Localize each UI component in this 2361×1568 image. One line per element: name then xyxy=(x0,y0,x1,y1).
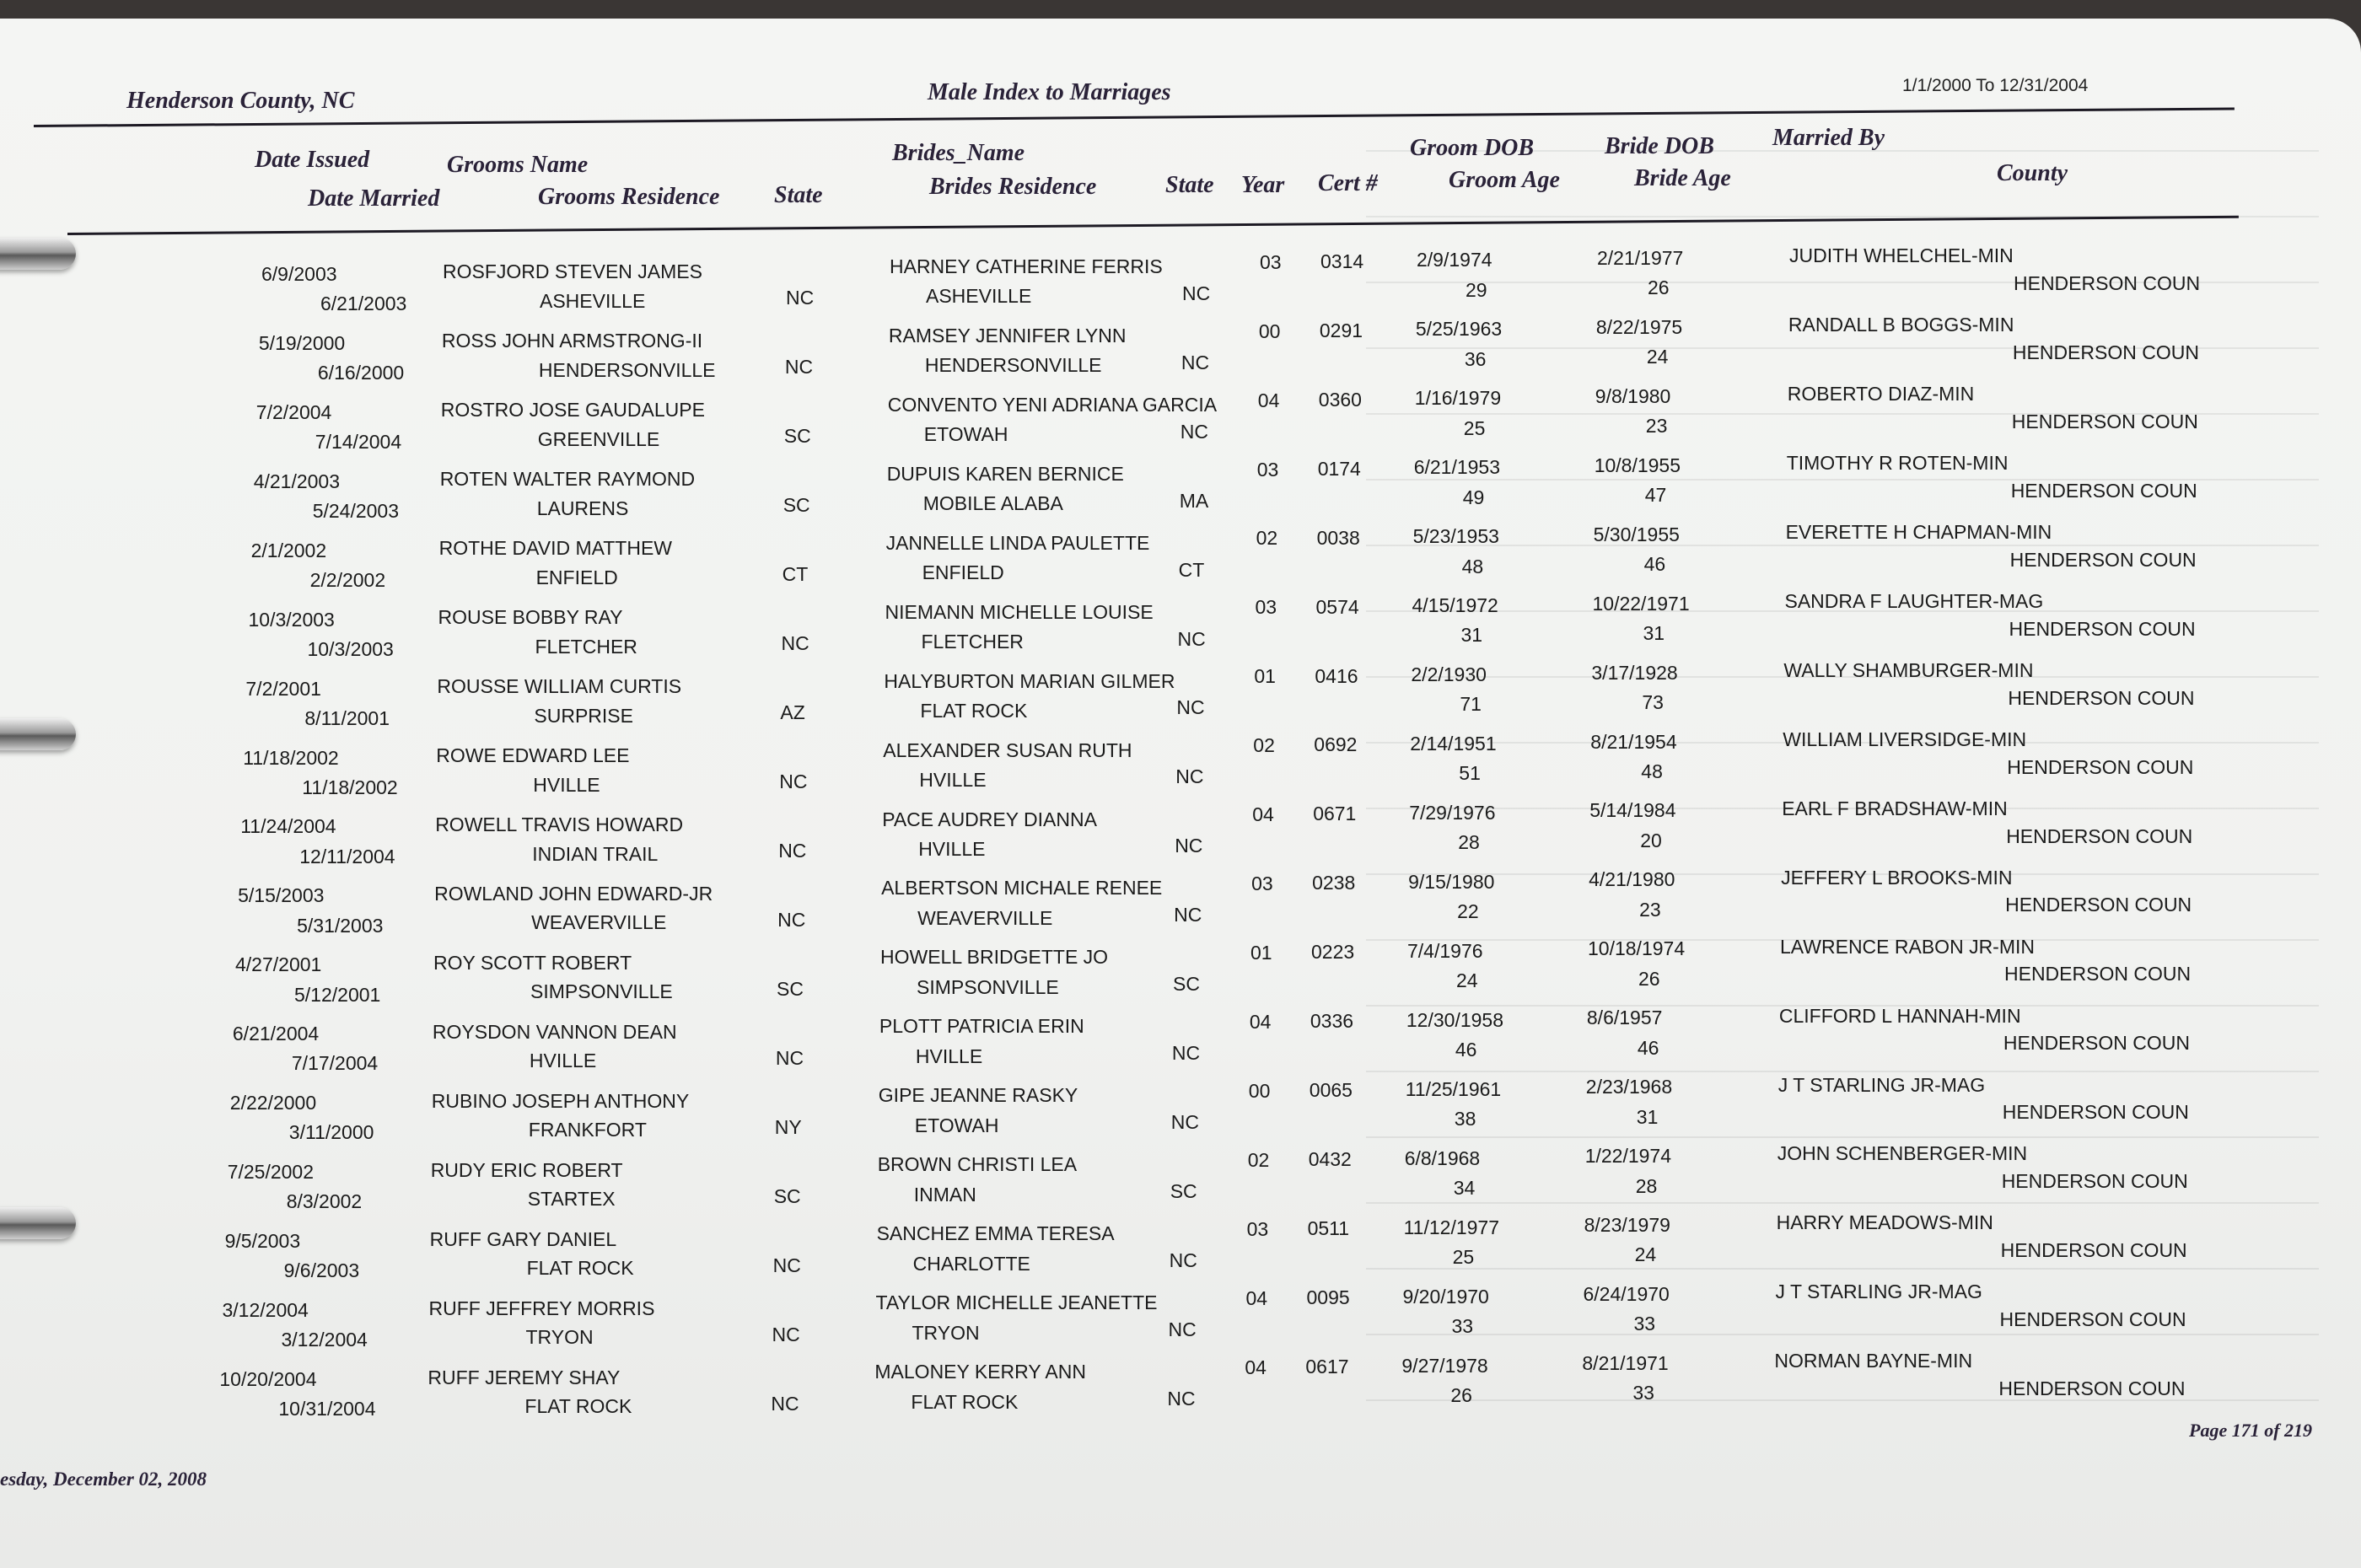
cell-year: 03 xyxy=(1255,596,1277,619)
cell-groom-dob: 11/12/1977 xyxy=(1403,1216,1499,1238)
header-rule-top xyxy=(34,108,2235,127)
cell-bride-age: 48 xyxy=(1641,760,1663,782)
cell-bride-name: PACE AUDREY DIANNA xyxy=(882,808,1097,830)
cell-county: HENDERSON COUN xyxy=(2006,824,2193,847)
cell-groom-dob: 12/30/1958 xyxy=(1406,1008,1504,1031)
cell-bride-state: NC xyxy=(1174,904,1202,926)
cell-groom-age: 22 xyxy=(1457,900,1479,923)
cell-county: HENDERSON COUN xyxy=(2009,617,2196,640)
cell-date-married: 3/12/2004 xyxy=(281,1329,368,1351)
cell-bride-residence: SIMPSONVILLE xyxy=(917,975,1059,998)
cell-groom-residence: GREENVILLE xyxy=(537,427,660,450)
cell-groom-age: 36 xyxy=(1464,347,1487,370)
cell-bride-dob: 8/21/1954 xyxy=(1590,730,1677,753)
cell-groom-residence: STARTEX xyxy=(527,1188,616,1211)
cell-bride-residence: FLAT ROCK xyxy=(920,700,1028,722)
cell-married-by: JEFFERY L BROOKS-MIN xyxy=(1781,866,2013,889)
col-state-bride: State xyxy=(1165,172,1214,198)
cell-married-by: ROBERTO DIAZ-MIN xyxy=(1787,383,1975,405)
cell-bride-dob: 2/23/1968 xyxy=(1585,1076,1673,1098)
cell-groom-age: 51 xyxy=(1459,762,1481,785)
col-county: County xyxy=(1997,160,2068,186)
cell-bride-residence: ASHEVILLE xyxy=(926,285,1032,308)
cell-groom-age: 28 xyxy=(1458,831,1480,854)
cell-bride-name: GIPE JEANNE RASKY xyxy=(878,1084,1078,1107)
cell-married-by: HARRY MEADOWS-MIN xyxy=(1776,1211,1993,1234)
cell-bride-age: 24 xyxy=(1646,346,1669,368)
cell-year: 02 xyxy=(1253,734,1275,757)
cell-bride-state: NC xyxy=(1169,1249,1197,1272)
cell-groom-name: ROWE EDWARD LEE xyxy=(436,744,630,766)
cell-groom-name: ROY SCOTT ROBERT xyxy=(433,951,632,974)
cell-bride-name: JANNELLE LINDA PAULETTE xyxy=(885,531,1150,554)
cell-bride-dob: 4/21/1980 xyxy=(1589,868,1675,891)
cell-groom-residence: SURPRISE xyxy=(534,704,633,727)
cell-county: HENDERSON COUN xyxy=(2002,1101,2189,1124)
cell-groom-age: 25 xyxy=(1452,1246,1475,1269)
cell-groom-residence: WEAVERVILLE xyxy=(531,911,667,934)
cell-groom-age: 71 xyxy=(1460,693,1482,716)
cell-groom-name: ROWELL TRAVIS HOWARD xyxy=(435,813,684,835)
cell-date-issued: 2/22/2000 xyxy=(229,1092,317,1114)
cell-married-by: JOHN SCHENBERGER-MIN xyxy=(1777,1142,2028,1165)
col-brides-residence: Brides Residence xyxy=(929,174,1097,200)
cell-bride-residence: MOBILE ALABA xyxy=(922,492,1063,515)
cell-married-by: J T STARLING JR-MAG xyxy=(1777,1073,1986,1096)
cell-groom-residence: HVILLE xyxy=(529,1050,597,1072)
cell-cert-number: 0336 xyxy=(1310,1010,1354,1033)
cell-cert-number: 0095 xyxy=(1306,1286,1350,1309)
cell-groom-state: SC xyxy=(783,494,810,517)
cell-county: HENDERSON COUN xyxy=(2014,271,2201,294)
cell-date-issued: 4/21/2003 xyxy=(253,470,341,492)
cell-groom-age: 29 xyxy=(1466,278,1487,301)
cell-county: HENDERSON COUN xyxy=(1998,1377,2186,1400)
cell-bride-state: NC xyxy=(1176,696,1205,719)
cell-date-issued: 7/25/2002 xyxy=(227,1161,315,1184)
cell-bride-name: CONVENTO YENI ADRIANA GARCIA xyxy=(887,393,1218,416)
col-bride-age: Bride Age xyxy=(1634,165,1731,191)
cell-bride-age: 31 xyxy=(1636,1105,1659,1128)
cell-groom-dob: 2/2/1930 xyxy=(1411,663,1487,686)
cell-date-married: 9/6/2003 xyxy=(283,1259,360,1282)
cell-date-issued: 4/27/2001 xyxy=(235,953,322,976)
cell-cert-number: 0314 xyxy=(1320,250,1364,272)
cell-bride-name: ALEXANDER SUSAN RUTH xyxy=(883,738,1132,761)
cell-bride-dob: 6/24/1970 xyxy=(1583,1283,1670,1306)
cell-bride-age: 47 xyxy=(1644,484,1667,506)
cell-groom-dob: 6/21/1953 xyxy=(1413,456,1501,479)
cell-cert-number: 0223 xyxy=(1311,941,1355,964)
cell-date-married: 7/17/2004 xyxy=(291,1052,379,1075)
cell-cert-number: 0065 xyxy=(1309,1079,1353,1102)
cell-groom-name: ROSS JOHN ARMSTRONG-II xyxy=(441,330,703,352)
cell-county: HENDERSON COUN xyxy=(2004,963,2192,985)
cell-groom-dob: 1/16/1979 xyxy=(1414,387,1502,410)
county-heading: Henderson County, NC xyxy=(126,88,355,114)
cell-bride-residence: CHARLOTTE xyxy=(912,1252,1030,1275)
col-date-issued: Date Issued xyxy=(255,147,370,173)
cell-county: HENDERSON COUN xyxy=(2005,894,2192,916)
cell-date-issued: 6/9/2003 xyxy=(261,262,337,285)
cell-groom-state: NC xyxy=(786,287,815,309)
cell-bride-age: 33 xyxy=(1633,1313,1656,1335)
cell-date-married: 5/31/2003 xyxy=(297,914,384,937)
cell-bride-state: NC xyxy=(1177,627,1206,650)
cell-groom-state: NC xyxy=(778,840,807,862)
cell-groom-dob: 9/20/1970 xyxy=(1402,1285,1489,1308)
cell-married-by: TIMOTHY R ROTEN-MIN xyxy=(1786,451,2009,474)
cell-bride-dob: 9/8/1980 xyxy=(1595,384,1671,407)
printed-date: esday, December 02, 2008 xyxy=(0,1469,207,1490)
cell-groom-name: RUFF JEREMY SHAY xyxy=(428,1366,621,1388)
cell-bride-state: NC xyxy=(1175,765,1204,788)
cell-county: HENDERSON COUN xyxy=(2008,686,2195,709)
cell-cert-number: 0416 xyxy=(1315,664,1358,687)
col-date-married: Date Married xyxy=(308,185,440,212)
cell-date-issued: 7/2/2004 xyxy=(255,400,332,423)
col-grooms-residence: Grooms Residence xyxy=(538,184,720,210)
cell-year: 01 xyxy=(1254,665,1276,688)
cell-year: 03 xyxy=(1256,458,1279,481)
cell-groom-dob: 4/15/1972 xyxy=(1412,594,1498,617)
cell-date-issued: 10/20/2004 xyxy=(219,1368,317,1391)
cell-groom-residence: ASHEVILLE xyxy=(540,289,646,312)
cell-bride-dob: 8/6/1957 xyxy=(1586,1007,1663,1029)
report-title: Male Index to Marriages xyxy=(928,79,1171,105)
cell-bride-state: NC xyxy=(1180,351,1210,373)
cell-groom-name: ROWLAND JOHN EDWARD-JR xyxy=(434,882,713,905)
date-range: 1/1/2000 To 12/31/2004 xyxy=(1902,76,2089,95)
cell-date-issued: 2/1/2002 xyxy=(250,539,327,561)
cell-bride-state: NC xyxy=(1182,282,1211,304)
cell-groom-name: ROUSSE WILLIAM CURTIS xyxy=(437,675,682,697)
cell-groom-age: 26 xyxy=(1450,1383,1472,1406)
cell-date-issued: 10/3/2003 xyxy=(248,608,335,631)
cell-groom-age: 31 xyxy=(1460,624,1483,647)
cell-bride-state: MA xyxy=(1179,489,1209,512)
cell-date-married: 12/11/2004 xyxy=(299,845,395,867)
cell-date-married: 10/3/2003 xyxy=(307,637,394,660)
cell-bride-dob: 2/21/1977 xyxy=(1597,246,1684,269)
cell-date-married: 7/14/2004 xyxy=(315,430,402,453)
cell-groom-dob: 5/23/1953 xyxy=(1412,525,1499,548)
cell-bride-dob: 10/18/1974 xyxy=(1588,937,1686,960)
cell-groom-name: ROUSE BOBBY RAY xyxy=(438,606,623,629)
cell-county: HENDERSON COUN xyxy=(2000,1239,2187,1262)
cell-date-issued: 9/5/2003 xyxy=(224,1230,301,1253)
cell-cert-number: 0238 xyxy=(1312,872,1356,894)
cell-bride-age: 73 xyxy=(1642,690,1664,713)
cell-bride-name: BROWN CHRISTI LEA xyxy=(877,1153,1078,1176)
cell-year: 04 xyxy=(1252,803,1274,826)
cell-groom-state: NC xyxy=(771,1392,799,1415)
cell-groom-residence: LAURENS xyxy=(536,497,629,519)
cell-bride-name: ALBERTSON MICHALE RENEE xyxy=(881,877,1163,899)
cell-bride-residence: FLETCHER xyxy=(921,631,1024,653)
cell-bride-residence: HVILLE xyxy=(919,769,987,792)
cell-year: 04 xyxy=(1245,1286,1268,1309)
cell-county: HENDERSON COUN xyxy=(1999,1308,2186,1331)
cell-bride-age: 26 xyxy=(1638,967,1660,990)
cell-bride-age: 24 xyxy=(1634,1243,1657,1266)
cell-married-by: JUDITH WHELCHEL-MIN xyxy=(1789,244,2014,267)
cell-date-married: 8/11/2001 xyxy=(304,706,390,729)
cell-date-married: 8/3/2002 xyxy=(286,1190,363,1213)
cell-groom-name: RUFF GARY DANIEL xyxy=(429,1227,617,1250)
cell-year: 02 xyxy=(1247,1149,1270,1172)
cell-date-married: 5/24/2003 xyxy=(312,499,400,522)
cell-bride-state: CT xyxy=(1178,558,1205,581)
cell-bride-dob: 10/22/1971 xyxy=(1592,592,1690,615)
cell-cert-number: 0692 xyxy=(1314,733,1358,756)
cell-bride-residence: WEAVERVILLE xyxy=(917,906,1053,929)
cell-groom-name: ROTHE DAVID MATTHEW xyxy=(438,537,673,560)
cell-groom-state: SC xyxy=(773,1184,801,1207)
cell-year: 04 xyxy=(1257,389,1280,411)
cell-bride-residence: INMAN xyxy=(913,1183,976,1206)
cell-groom-residence: INDIAN TRAIL xyxy=(532,842,659,865)
cell-bride-name: HARNEY CATHERINE FERRIS xyxy=(890,255,1163,277)
cell-date-issued: 7/2/2001 xyxy=(245,677,321,700)
cell-married-by: WALLY SHAMBURGER-MIN xyxy=(1783,658,2034,681)
cell-groom-state: NC xyxy=(777,908,806,931)
cell-groom-dob: 6/8/1968 xyxy=(1404,1146,1481,1169)
cell-cert-number: 0617 xyxy=(1305,1356,1349,1377)
cell-cert-number: 0038 xyxy=(1316,526,1360,549)
cell-groom-state: NC xyxy=(781,632,809,655)
cell-county: HENDERSON COUN xyxy=(2001,1170,2188,1193)
cell-bride-age: 23 xyxy=(1639,898,1661,921)
cell-year: 00 xyxy=(1258,320,1281,342)
cell-bride-dob: 10/8/1955 xyxy=(1594,454,1681,476)
cell-bride-state: NC xyxy=(1171,1042,1201,1065)
cell-bride-name: NIEMANN MICHELLE LOUISE xyxy=(885,600,1154,623)
cell-bride-state: NC xyxy=(1167,1387,1196,1410)
cell-groom-state: AZ xyxy=(780,701,805,724)
cell-bride-state: NC xyxy=(1175,835,1203,857)
cell-groom-name: ROSTRO JOSE GAUDALUPE xyxy=(440,399,705,422)
cell-groom-age: 34 xyxy=(1453,1177,1476,1200)
cell-groom-age: 24 xyxy=(1456,969,1478,992)
cell-date-issued: 11/24/2004 xyxy=(240,815,336,838)
cell-groom-residence: HVILLE xyxy=(533,773,600,796)
cell-date-married: 5/12/2001 xyxy=(294,983,381,1006)
cell-groom-state: NC xyxy=(784,356,814,379)
cell-bride-name: MALONEY KERRY ANN xyxy=(874,1361,1086,1383)
col-married-by: Married By xyxy=(1772,125,1885,151)
cell-year: 03 xyxy=(1251,873,1273,895)
cell-date-married: 3/11/2000 xyxy=(288,1121,374,1144)
cell-bride-dob: 5/14/1984 xyxy=(1589,799,1676,822)
cell-groom-state: NC xyxy=(775,1046,804,1069)
cell-bride-age: 28 xyxy=(1635,1174,1658,1197)
cell-groom-dob: 7/4/1976 xyxy=(1407,939,1483,962)
cell-groom-residence: FLAT ROCK xyxy=(524,1395,632,1418)
cell-groom-dob: 9/27/1978 xyxy=(1401,1354,1488,1377)
cell-county: HENDERSON COUN xyxy=(2010,479,2197,502)
cell-groom-age: 48 xyxy=(1461,555,1484,577)
cell-cert-number: 0174 xyxy=(1317,457,1361,480)
cell-date-married: 11/18/2002 xyxy=(302,776,398,798)
cell-year: 01 xyxy=(1250,942,1272,964)
col-groom-dob: Groom DOB xyxy=(1410,135,1535,161)
cell-county: HENDERSON COUN xyxy=(2009,548,2197,571)
cell-cert-number: 0511 xyxy=(1307,1217,1350,1240)
cell-groom-age: 25 xyxy=(1463,416,1486,439)
cell-bride-age: 23 xyxy=(1645,415,1668,438)
cell-groom-dob: 2/9/1974 xyxy=(1417,249,1492,271)
cell-bride-residence: ETOWAH xyxy=(914,1114,999,1136)
cell-groom-name: ROTEN WALTER RAYMOND xyxy=(439,468,696,491)
cell-groom-residence: FLAT ROCK xyxy=(526,1257,634,1280)
cell-year: 03 xyxy=(1246,1217,1269,1240)
cell-bride-age: 26 xyxy=(1648,277,1670,299)
cell-cert-number: 0432 xyxy=(1308,1148,1352,1171)
col-grooms-name: Grooms Name xyxy=(447,152,589,178)
cell-married-by: EARL F BRADSHAW-MIN xyxy=(1782,797,2008,819)
binder-ring xyxy=(0,718,76,750)
cell-bride-age: 31 xyxy=(1643,621,1665,644)
cell-date-issued: 6/21/2004 xyxy=(232,1023,320,1045)
cell-groom-state: NC xyxy=(779,771,808,793)
col-cert: Cert # xyxy=(1318,170,1378,196)
cell-groom-dob: 2/14/1951 xyxy=(1410,733,1497,755)
cell-date-married: 6/16/2000 xyxy=(317,361,405,384)
cell-bride-residence: HVILLE xyxy=(918,838,986,861)
cell-county: HENDERSON COUN xyxy=(2003,1032,2190,1055)
cell-groom-dob: 9/15/1980 xyxy=(1408,870,1495,893)
cell-groom-state: NY xyxy=(774,1115,802,1138)
cell-bride-name: DUPUIS KAREN BERNICE xyxy=(886,462,1124,485)
col-year: Year xyxy=(1241,172,1285,198)
cell-year: 04 xyxy=(1245,1356,1267,1378)
cell-groom-residence: ENFIELD xyxy=(535,566,618,588)
cell-county: HENDERSON COUN xyxy=(2007,755,2194,778)
cell-groom-age: 38 xyxy=(1454,1108,1476,1130)
col-brides-name: Brides_Name xyxy=(892,140,1025,166)
header-rule-bottom xyxy=(67,216,2239,235)
cell-groom-residence: FRANKFORT xyxy=(528,1119,647,1141)
cell-married-by: EVERETTE H CHAPMAN-MIN xyxy=(1785,520,2052,543)
cell-date-issued: 5/15/2003 xyxy=(238,884,325,907)
cell-date-married: 10/31/2004 xyxy=(278,1398,376,1420)
cell-bride-age: 46 xyxy=(1637,1036,1659,1059)
cell-married-by: WILLIAM LIVERSIDGE-MIN xyxy=(1783,728,2027,750)
cell-bride-state: NC xyxy=(1180,420,1209,443)
cell-groom-name: RUDY ERIC ROBERT xyxy=(430,1158,623,1181)
cell-bride-residence: FLAT ROCK xyxy=(911,1390,1019,1413)
col-groom-age: Groom Age xyxy=(1449,167,1560,193)
cell-groom-state: SC xyxy=(777,977,804,1000)
cell-bride-name: RAMSEY JENNIFER LYNN xyxy=(888,324,1127,346)
cell-bride-state: NC xyxy=(1170,1111,1200,1134)
cell-bride-name: PLOTT PATRICIA ERIN xyxy=(879,1015,1084,1038)
cell-married-by: LAWRENCE RABON JR-MIN xyxy=(1780,935,2035,958)
cell-married-by: SANDRA F LAUGHTER-MAG xyxy=(1784,589,2044,612)
cell-bride-residence: HVILLE xyxy=(915,1044,983,1067)
cell-year: 04 xyxy=(1249,1011,1272,1034)
cell-year: 03 xyxy=(1260,250,1282,273)
cell-bride-residence: ENFIELD xyxy=(922,561,1004,584)
cell-bride-dob: 8/22/1975 xyxy=(1595,315,1683,338)
cell-groom-state: CT xyxy=(782,563,809,586)
cell-groom-state: SC xyxy=(783,425,811,448)
cell-county: HENDERSON COUN xyxy=(2012,341,2199,363)
cell-bride-dob: 8/23/1979 xyxy=(1584,1214,1670,1237)
cell-groom-state: NC xyxy=(772,1254,801,1276)
cell-date-issued: 5/19/2000 xyxy=(258,331,346,354)
cell-date-married: 2/2/2002 xyxy=(309,568,386,591)
col-state-groom: State xyxy=(774,182,823,208)
cell-date-issued: 3/12/2004 xyxy=(222,1299,309,1322)
cell-groom-name: RUBINO JOSEPH ANTHONY xyxy=(431,1089,690,1112)
cell-bride-age: 20 xyxy=(1640,829,1662,851)
cell-bride-name: SANCHEZ EMMA TERESA xyxy=(876,1222,1115,1245)
ledger-page xyxy=(0,19,2361,1568)
cell-married-by: CLIFFORD L HANNAH-MIN xyxy=(1778,1004,2021,1027)
cell-cert-number: 0574 xyxy=(1315,595,1359,618)
cell-bride-age: 46 xyxy=(1643,552,1666,575)
cell-groom-name: ROYSDON VANNON DEAN xyxy=(432,1020,677,1043)
cell-groom-name: ROSFJORD STEVEN JAMES xyxy=(443,260,702,283)
cell-bride-name: TAYLOR MICHELLE JEANETTE xyxy=(875,1291,1158,1314)
cell-bride-state: NC xyxy=(1168,1318,1197,1341)
cell-groom-age: 46 xyxy=(1455,1039,1477,1061)
cell-year: 02 xyxy=(1256,527,1278,550)
cell-groom-residence: HENDERSONVILLE xyxy=(538,358,716,381)
binder-ring xyxy=(0,1207,76,1239)
cell-married-by: J T STARLING JR-MAG xyxy=(1775,1281,1982,1303)
cell-bride-age: 33 xyxy=(1632,1382,1654,1404)
cell-cert-number: 0671 xyxy=(1313,803,1357,825)
cell-cert-number: 0360 xyxy=(1318,388,1362,411)
cell-bride-state: SC xyxy=(1170,1180,1197,1203)
cell-bride-name: HALYBURTON MARIAN GILMER xyxy=(884,669,1175,692)
cell-cert-number: 0291 xyxy=(1319,319,1363,341)
cell-date-issued: 11/18/2002 xyxy=(243,746,339,769)
cell-groom-dob: 7/29/1976 xyxy=(1409,802,1496,824)
cell-bride-dob: 5/30/1955 xyxy=(1593,523,1680,545)
cell-bride-name: HOWELL BRIDGETTE JO xyxy=(880,946,1109,969)
cell-groom-residence: TRYON xyxy=(525,1326,594,1349)
page-number: Page 171 of 219 xyxy=(2189,1420,2313,1441)
cell-groom-state: NC xyxy=(772,1323,800,1345)
binder-ring xyxy=(0,238,76,270)
cell-groom-dob: 5/25/1963 xyxy=(1415,318,1503,341)
cell-groom-name: RUFF JEFFREY MORRIS xyxy=(428,1297,655,1319)
cell-groom-residence: FLETCHER xyxy=(535,635,637,658)
cell-bride-dob: 3/17/1928 xyxy=(1591,661,1678,684)
cell-groom-age: 33 xyxy=(1451,1314,1474,1337)
cell-bride-dob: 1/22/1974 xyxy=(1584,1145,1672,1168)
cell-date-married: 6/21/2003 xyxy=(320,293,407,315)
cell-bride-residence: HENDERSONVILLE xyxy=(924,354,1102,377)
cell-groom-age: 49 xyxy=(1462,486,1485,508)
cell-married-by: NORMAN BAYNE-MIN xyxy=(1774,1350,1973,1372)
cell-bride-dob: 8/21/1971 xyxy=(1582,1352,1669,1375)
cell-bride-residence: TRYON xyxy=(912,1321,980,1344)
cell-groom-dob: 11/25/1961 xyxy=(1405,1077,1502,1100)
col-bride-dob: Bride DOB xyxy=(1605,133,1714,159)
cell-year: 00 xyxy=(1248,1080,1271,1103)
cell-bride-state: SC xyxy=(1173,973,1200,996)
cell-county: HENDERSON COUN xyxy=(2011,410,2198,432)
cell-bride-residence: ETOWAH xyxy=(923,423,1008,446)
cell-married-by: RANDALL B BOGGS-MIN xyxy=(1788,314,2014,336)
cell-groom-residence: SIMPSONVILLE xyxy=(530,980,673,1003)
